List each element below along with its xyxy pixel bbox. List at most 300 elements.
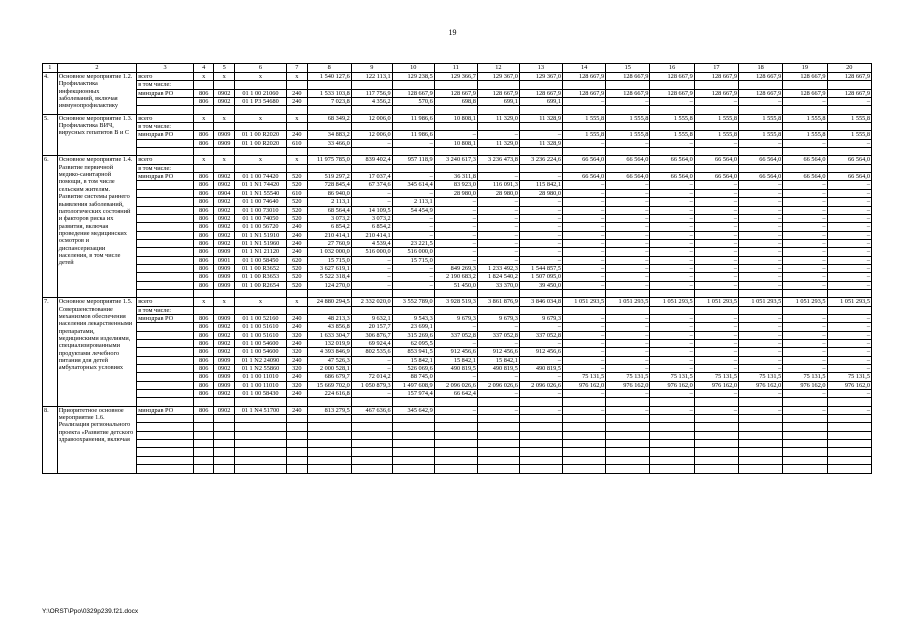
value-cell: – xyxy=(783,365,827,373)
value-cell: 1 051 293,5 xyxy=(827,298,871,306)
value-cell: 912 456,6 xyxy=(434,348,477,356)
value-cell: – xyxy=(351,256,392,264)
code-cell: 610 xyxy=(287,139,307,147)
value-cell: – xyxy=(650,231,694,239)
value-cell: 128 667,9 xyxy=(827,89,871,97)
code-cell: 0902 xyxy=(214,365,234,373)
value-cell xyxy=(392,431,434,439)
code-cell: 01 1 N4 51700 xyxy=(234,406,286,414)
value-cell: – xyxy=(392,223,434,231)
table-row xyxy=(43,348,872,356)
value-cell: 1 233 492,3 xyxy=(477,264,519,272)
value-cell: – xyxy=(650,256,694,264)
executor-cell xyxy=(137,223,194,231)
value-cell: 490 819,5 xyxy=(434,365,477,373)
value-cell: – xyxy=(477,173,519,181)
value-cell: 128 667,9 xyxy=(739,89,783,97)
value-cell xyxy=(606,106,650,114)
value-cell: – xyxy=(739,323,783,331)
code-cell xyxy=(234,289,286,297)
table-row xyxy=(43,164,872,172)
code-cell xyxy=(287,431,307,439)
value-cell: – xyxy=(563,139,606,147)
value-cell: 68 349,2 xyxy=(307,114,351,122)
code-cell: 240 xyxy=(287,98,307,106)
executor-cell xyxy=(137,106,194,114)
value-cell xyxy=(563,289,606,297)
value-cell: – xyxy=(563,273,606,281)
value-cell: – xyxy=(783,198,827,206)
value-cell: – xyxy=(783,348,827,356)
code-cell xyxy=(234,415,286,423)
value-cell xyxy=(392,306,434,314)
executor-cell xyxy=(137,373,194,381)
value-cell: – xyxy=(827,239,871,247)
value-cell: – xyxy=(783,223,827,231)
value-cell: – xyxy=(351,198,392,206)
value-cell xyxy=(827,289,871,297)
value-cell xyxy=(519,415,562,423)
value-cell: 128 667,9 xyxy=(519,89,562,97)
code-cell: x xyxy=(234,73,286,81)
value-cell xyxy=(783,164,827,172)
value-cell: – xyxy=(563,348,606,356)
value-cell xyxy=(563,398,606,406)
value-cell: – xyxy=(477,256,519,264)
executor-cell xyxy=(137,181,194,189)
value-cell xyxy=(739,289,783,297)
value-cell xyxy=(694,456,738,464)
executor-cell xyxy=(137,390,194,398)
value-cell: 337 052,8 xyxy=(477,331,519,339)
value-cell: 75 131,5 xyxy=(606,373,650,381)
value-cell: – xyxy=(563,365,606,373)
value-cell: – xyxy=(563,189,606,197)
value-cell: 33 466,0 xyxy=(307,139,351,147)
code-cell xyxy=(234,306,286,314)
code-cell: x xyxy=(214,73,234,81)
value-cell xyxy=(694,106,738,114)
value-cell xyxy=(307,440,351,448)
value-cell: – xyxy=(519,248,562,256)
value-cell: 699,1 xyxy=(519,98,562,106)
code-cell: 01 1 00 73010 xyxy=(234,206,286,214)
value-cell xyxy=(563,164,606,172)
code-cell: 806 xyxy=(194,340,214,348)
value-cell: 1 555,8 xyxy=(606,114,650,122)
value-cell xyxy=(739,306,783,314)
value-cell: 115 842,1 xyxy=(519,181,562,189)
value-cell xyxy=(519,164,562,172)
value-cell xyxy=(783,465,827,473)
column-header: 10 xyxy=(392,64,434,73)
value-cell: – xyxy=(606,214,650,222)
code-cell: 240 xyxy=(287,231,307,239)
value-cell xyxy=(739,106,783,114)
value-cell: 11 986,6 xyxy=(392,114,434,122)
value-cell xyxy=(783,106,827,114)
value-cell xyxy=(563,81,606,89)
value-cell: – xyxy=(563,206,606,214)
value-cell: 66 564,0 xyxy=(650,173,694,181)
value-cell: 9 679,3 xyxy=(519,314,562,322)
value-cell: – xyxy=(392,264,434,272)
column-header: 4 xyxy=(194,64,214,73)
code-cell: 520 xyxy=(287,181,307,189)
value-cell: 3 236 224,6 xyxy=(519,156,562,164)
value-cell: – xyxy=(519,223,562,231)
value-cell xyxy=(351,465,392,473)
value-cell: 20 157,7 xyxy=(351,323,392,331)
value-cell: – xyxy=(827,273,871,281)
row-number: 4. xyxy=(43,73,58,115)
value-cell: 1 555,8 xyxy=(694,114,738,122)
table-row xyxy=(43,406,872,414)
value-cell xyxy=(392,398,434,406)
value-cell: – xyxy=(606,331,650,339)
code-cell: 01 1 N1 55540 xyxy=(234,189,286,197)
value-cell xyxy=(477,289,519,297)
value-cell xyxy=(827,148,871,156)
code-cell xyxy=(214,415,234,423)
value-cell: – xyxy=(606,264,650,272)
value-cell xyxy=(434,289,477,297)
value-cell xyxy=(477,465,519,473)
value-cell: – xyxy=(477,323,519,331)
value-cell: 3 627 619,1 xyxy=(307,264,351,272)
value-cell: 976 162,0 xyxy=(606,381,650,389)
table-row xyxy=(43,381,872,389)
value-cell xyxy=(783,306,827,314)
value-cell xyxy=(563,440,606,448)
executor-cell xyxy=(137,323,194,331)
value-cell: – xyxy=(827,214,871,222)
value-cell: 3 861 876,9 xyxy=(477,298,519,306)
code-cell xyxy=(287,423,307,431)
column-header: 15 xyxy=(606,64,650,73)
value-cell: 128 667,9 xyxy=(739,73,783,81)
value-cell xyxy=(434,106,477,114)
value-cell: 15 842,1 xyxy=(477,356,519,364)
table-row xyxy=(43,398,872,406)
table-row xyxy=(43,256,872,264)
value-cell xyxy=(519,456,562,464)
code-cell xyxy=(287,148,307,156)
value-cell: 128 667,9 xyxy=(783,73,827,81)
value-cell: 4 539,4 xyxy=(351,239,392,247)
value-cell: – xyxy=(477,206,519,214)
value-cell xyxy=(650,306,694,314)
value-cell: – xyxy=(694,273,738,281)
value-cell: 467 636,6 xyxy=(351,406,392,414)
value-cell: – xyxy=(827,198,871,206)
code-cell xyxy=(287,123,307,131)
code-cell: 806 xyxy=(194,348,214,356)
value-cell: – xyxy=(477,198,519,206)
code-cell: 01 1 N1 21120 xyxy=(234,248,286,256)
value-cell: 86 940,0 xyxy=(307,189,351,197)
code-cell: 240 xyxy=(287,131,307,139)
value-cell xyxy=(694,415,738,423)
value-cell: – xyxy=(694,314,738,322)
value-cell: 3 928 519,3 xyxy=(434,298,477,306)
code-cell xyxy=(214,440,234,448)
executor-cell: минздрав РО xyxy=(137,406,194,414)
value-cell xyxy=(434,398,477,406)
code-cell: 0909 xyxy=(214,264,234,272)
value-cell xyxy=(351,106,392,114)
value-cell: – xyxy=(563,239,606,247)
value-cell: 66 564,0 xyxy=(694,173,738,181)
value-cell: 117 756,9 xyxy=(351,89,392,97)
value-cell: 128 667,9 xyxy=(650,89,694,97)
value-cell: – xyxy=(434,323,477,331)
code-cell xyxy=(194,289,214,297)
value-cell xyxy=(739,448,783,456)
value-cell xyxy=(694,148,738,156)
value-cell: 66 564,0 xyxy=(827,173,871,181)
value-cell: 75 131,5 xyxy=(783,373,827,381)
code-cell: 806 xyxy=(194,406,214,414)
value-cell xyxy=(563,456,606,464)
value-cell xyxy=(351,398,392,406)
executor-cell xyxy=(137,198,194,206)
value-cell: 976 162,0 xyxy=(694,381,738,389)
value-cell: – xyxy=(739,314,783,322)
value-cell xyxy=(307,289,351,297)
value-cell: – xyxy=(563,331,606,339)
code-cell: 806 xyxy=(194,206,214,214)
value-cell: – xyxy=(827,281,871,289)
value-cell: 1 555,8 xyxy=(827,131,871,139)
value-cell: – xyxy=(434,256,477,264)
value-cell: – xyxy=(827,181,871,189)
value-cell: – xyxy=(434,340,477,348)
code-cell: x xyxy=(194,298,214,306)
value-cell: – xyxy=(563,281,606,289)
code-cell xyxy=(214,465,234,473)
value-cell xyxy=(307,164,351,172)
value-cell: – xyxy=(650,348,694,356)
value-cell: – xyxy=(783,239,827,247)
code-cell: 01 1 00 58450 xyxy=(234,256,286,264)
code-cell xyxy=(194,456,214,464)
value-cell xyxy=(739,148,783,156)
executor-cell: минздрав РО xyxy=(137,89,194,97)
value-cell xyxy=(694,306,738,314)
value-cell: 516 000,0 xyxy=(351,248,392,256)
measure-title: Приоритетное основное мероприятие 1.6. Реализация регионального проекта «Развитие детского здравоохранения, включая xyxy=(57,406,136,473)
value-cell: – xyxy=(351,139,392,147)
column-header: 18 xyxy=(739,64,783,73)
code-cell: 240 xyxy=(287,373,307,381)
code-cell xyxy=(214,456,234,464)
value-cell: 1 555,8 xyxy=(650,114,694,122)
value-cell xyxy=(434,456,477,464)
value-cell: – xyxy=(783,256,827,264)
code-cell: 806 xyxy=(194,189,214,197)
value-cell xyxy=(392,81,434,89)
value-cell: 1 555,8 xyxy=(739,114,783,122)
value-cell: – xyxy=(739,273,783,281)
value-cell: – xyxy=(351,365,392,373)
value-cell xyxy=(783,148,827,156)
code-cell: 01 1 00 R2020 xyxy=(234,131,286,139)
value-cell: – xyxy=(739,214,783,222)
table-row xyxy=(43,173,872,181)
value-cell: – xyxy=(434,206,477,214)
code-cell: 806 xyxy=(194,173,214,181)
value-cell: 1 555,8 xyxy=(694,131,738,139)
value-cell: – xyxy=(650,331,694,339)
code-cell: 520 xyxy=(287,214,307,222)
code-cell: 01 1 00 R2654 xyxy=(234,281,286,289)
value-cell: – xyxy=(351,264,392,272)
value-cell xyxy=(477,431,519,439)
value-cell xyxy=(307,415,351,423)
value-cell: 1 555,8 xyxy=(739,131,783,139)
value-cell xyxy=(606,306,650,314)
value-cell: – xyxy=(351,189,392,197)
value-cell: 66 564,0 xyxy=(739,173,783,181)
code-cell: 0909 xyxy=(214,281,234,289)
value-cell xyxy=(694,164,738,172)
code-cell xyxy=(234,123,286,131)
value-cell xyxy=(783,81,827,89)
code-cell xyxy=(194,398,214,406)
executor-cell: минздрав РО xyxy=(137,173,194,181)
value-cell xyxy=(694,81,738,89)
value-cell xyxy=(351,306,392,314)
column-header: 1 xyxy=(43,64,58,73)
executor-cell xyxy=(137,465,194,473)
value-cell: – xyxy=(694,98,738,106)
value-cell: 1 050 879,3 xyxy=(351,381,392,389)
value-cell: – xyxy=(739,223,783,231)
code-cell: 0902 xyxy=(214,98,234,106)
value-cell: – xyxy=(606,340,650,348)
value-cell: – xyxy=(519,390,562,398)
value-cell xyxy=(392,148,434,156)
value-cell xyxy=(519,440,562,448)
value-cell: 1 051 293,5 xyxy=(650,298,694,306)
value-cell xyxy=(307,465,351,473)
code-cell: 01 1 N2 55860 xyxy=(234,365,286,373)
value-cell xyxy=(650,81,694,89)
value-cell: 1 051 293,5 xyxy=(694,298,738,306)
code-cell xyxy=(214,423,234,431)
value-cell: – xyxy=(783,189,827,197)
value-cell: – xyxy=(477,239,519,247)
code-cell: 240 xyxy=(287,248,307,256)
value-cell xyxy=(650,398,694,406)
value-cell: 6 854,2 xyxy=(351,223,392,231)
code-cell: 610 xyxy=(287,189,307,197)
table-row xyxy=(43,340,872,348)
value-cell xyxy=(694,423,738,431)
value-cell: 128 667,9 xyxy=(434,89,477,97)
code-cell xyxy=(287,440,307,448)
code-cell xyxy=(287,415,307,423)
code-cell xyxy=(194,423,214,431)
value-cell: – xyxy=(694,264,738,272)
column-header: 14 xyxy=(563,64,606,73)
code-cell: 806 xyxy=(194,264,214,272)
code-cell: 01 1 00 11010 xyxy=(234,373,286,381)
value-cell: – xyxy=(694,139,738,147)
code-cell: 240 xyxy=(287,406,307,414)
value-cell: – xyxy=(650,181,694,189)
value-cell: 66 642,4 xyxy=(434,390,477,398)
table-row xyxy=(43,431,872,439)
value-cell: – xyxy=(519,373,562,381)
value-cell: – xyxy=(739,281,783,289)
value-cell: 75 131,5 xyxy=(563,373,606,381)
value-cell xyxy=(477,106,519,114)
value-cell: 1 555,8 xyxy=(606,131,650,139)
code-cell: 520 xyxy=(287,264,307,272)
value-cell: – xyxy=(650,356,694,364)
executor-cell: в том числе: xyxy=(137,123,194,131)
value-cell xyxy=(477,306,519,314)
code-cell xyxy=(287,456,307,464)
code-cell xyxy=(234,148,286,156)
value-cell: – xyxy=(694,365,738,373)
value-cell xyxy=(434,440,477,448)
value-cell: – xyxy=(650,198,694,206)
header-row xyxy=(43,64,872,73)
value-cell: 976 162,0 xyxy=(650,381,694,389)
code-cell: 806 xyxy=(194,256,214,264)
value-cell: – xyxy=(739,231,783,239)
value-cell xyxy=(519,465,562,473)
value-cell: 3 846 034,8 xyxy=(519,298,562,306)
value-cell: 698,8 xyxy=(434,98,477,106)
value-cell xyxy=(307,148,351,156)
code-cell xyxy=(214,123,234,131)
code-cell: 320 xyxy=(287,331,307,339)
value-cell: 813 279,5 xyxy=(307,406,351,414)
value-cell xyxy=(650,106,694,114)
value-cell: – xyxy=(606,390,650,398)
code-cell: 0909 xyxy=(214,131,234,139)
code-cell: 520 xyxy=(287,198,307,206)
value-cell xyxy=(739,415,783,423)
value-cell: 15 715,0 xyxy=(392,256,434,264)
value-cell: – xyxy=(434,406,477,414)
table-row xyxy=(43,415,872,423)
value-cell: 128 667,9 xyxy=(650,73,694,81)
value-cell: – xyxy=(477,223,519,231)
value-cell xyxy=(519,448,562,456)
value-cell: – xyxy=(739,406,783,414)
executor-cell xyxy=(137,448,194,456)
table-body xyxy=(43,73,872,474)
value-cell xyxy=(519,423,562,431)
value-cell xyxy=(351,456,392,464)
value-cell: 72 014,2 xyxy=(351,373,392,381)
executor-cell xyxy=(137,281,194,289)
code-cell: 806 xyxy=(194,365,214,373)
value-cell: 1 555,8 xyxy=(783,114,827,122)
value-cell: 912 456,6 xyxy=(519,348,562,356)
column-header: 7 xyxy=(287,64,307,73)
value-cell: – xyxy=(650,223,694,231)
value-cell: 7 023,8 xyxy=(307,98,351,106)
value-cell: – xyxy=(827,189,871,197)
value-cell: 10 808,1 xyxy=(434,114,477,122)
value-cell: – xyxy=(739,340,783,348)
